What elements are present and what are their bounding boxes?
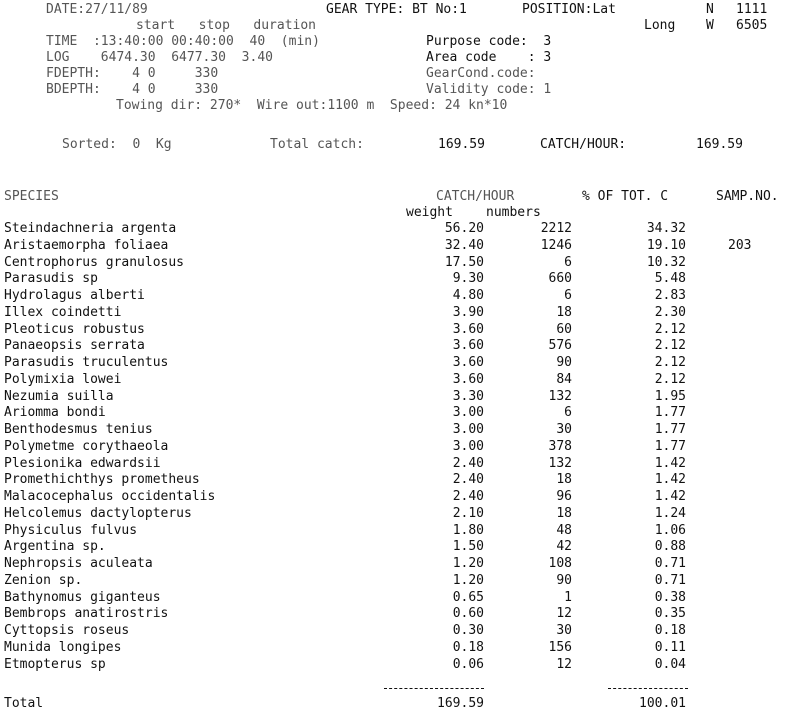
table-row	[0, 355, 800, 371]
percent-value: 2.12	[654, 355, 686, 370]
percent-value: 1.95	[654, 388, 686, 404]
species-name: Centrophorus granulosus	[4, 254, 185, 270]
weight-subheader: weight	[406, 205, 453, 220]
weight-total-rule	[384, 688, 484, 689]
species-name: Bembrops anatirostris	[4, 606, 169, 622]
percent-value: 0.71	[654, 572, 686, 588]
percent-value: 2.12	[654, 338, 686, 354]
table-row	[0, 523, 800, 539]
lat-value: 1111	[736, 2, 768, 17]
sample-number: 203	[728, 237, 752, 253]
weight-value: 3.60	[452, 338, 484, 354]
percent-value: 10.32	[646, 254, 686, 270]
table-row	[0, 238, 800, 254]
weight-value: 1.50	[452, 539, 484, 555]
percent-value: 2.12	[654, 371, 686, 387]
percent-value: 1.42	[654, 472, 686, 488]
weight-value: 9.30	[452, 271, 484, 287]
percent-value: 1.77	[654, 405, 686, 421]
numbers-value: 2212	[540, 221, 572, 236]
species-name: Plesionika edwardsii	[4, 455, 161, 471]
percent-value: 1.77	[654, 422, 686, 437]
table-row	[0, 539, 800, 555]
numbers-value: 6	[564, 405, 572, 421]
table-row	[0, 372, 800, 388]
table-row	[0, 489, 800, 505]
species-name: Polymixia lowei	[4, 371, 122, 387]
weight-value: 0.60	[452, 606, 484, 622]
species-name: Panaeopsis serrata	[4, 338, 145, 354]
position-lat-label: POSITION:Lat	[522, 2, 616, 17]
weight-value: 1.20	[452, 556, 484, 571]
percent-value: 0.18	[654, 623, 686, 638]
numbers-value: 90	[556, 355, 572, 370]
table-row	[0, 221, 800, 237]
numbers-value: 90	[556, 572, 572, 588]
numbers-value: 18	[556, 472, 572, 488]
numbers-value: 576	[548, 338, 572, 354]
numbers-value: 84	[556, 371, 572, 387]
log-field: LOG 6474.30 6477.30 3.40	[46, 50, 273, 65]
species-name: Benthodesmus tenius	[4, 422, 153, 437]
date-field: DATE:27/11/89	[46, 2, 148, 17]
species-name: Parasudis truculentus	[4, 355, 169, 370]
weight-value: 3.60	[452, 321, 484, 337]
species-name: Aristaemorpha foliaea	[4, 237, 169, 253]
weight-value: 1.80	[452, 522, 484, 538]
percent-value: 19.10	[646, 237, 686, 253]
numbers-value: 6	[564, 288, 572, 303]
weight-value: 0.18	[452, 639, 484, 655]
percent-value: 1.06	[654, 522, 686, 538]
species-name: Bathynomus giganteus	[4, 589, 161, 605]
numbers-value: 108	[548, 556, 572, 571]
weight-value: 56.20	[444, 221, 484, 236]
table-row	[0, 322, 800, 338]
table-row	[0, 338, 800, 354]
table-row	[0, 439, 800, 455]
percent-total-column-header: % OF TOT. C	[582, 189, 669, 204]
species-name: Malacocephalus occidentalis	[4, 489, 216, 504]
validity-code-field: Validity code: 1	[426, 82, 552, 97]
weight-value: 17.50	[444, 254, 484, 270]
weight-value: 3.00	[452, 438, 484, 454]
table-row	[0, 657, 800, 673]
sample-number-column-header: SAMP.NO.	[716, 189, 779, 204]
species-name: Munida longipes	[4, 639, 122, 655]
species-name: Steindachneria argenta	[4, 221, 177, 236]
species-name: Promethichthys prometheus	[4, 472, 200, 488]
bdepth-field: BDEPTH: 4 0 330	[46, 82, 219, 97]
table-row	[0, 389, 800, 405]
area-code-field: Area code : 3	[426, 50, 552, 65]
time-field: TIME :13:40:00 00:40:00 40 (min)	[46, 34, 320, 49]
species-name: Nezumia suilla	[4, 388, 114, 404]
sorted-field: Sorted: 0 Kg	[62, 137, 172, 152]
numbers-value: 12	[556, 606, 572, 622]
percent-value: 1.42	[654, 489, 686, 504]
weight-value: 3.30	[452, 388, 484, 404]
percent-value: 2.30	[654, 304, 686, 320]
weight-value: 2.40	[452, 472, 484, 488]
percent-value: 1.24	[654, 505, 686, 521]
species-name: Illex coindetti	[4, 304, 122, 320]
table-row	[0, 472, 800, 488]
table-row	[0, 640, 800, 656]
species-name: Hydrolagus alberti	[4, 288, 145, 303]
numbers-value: 30	[556, 623, 572, 638]
table-row	[0, 556, 800, 572]
table-row	[0, 255, 800, 271]
percent-value: 1.77	[654, 438, 686, 454]
species-name: Pleoticus robustus	[4, 321, 145, 337]
time-column-headers: start stop duration	[136, 18, 317, 33]
table-row	[0, 606, 800, 622]
numbers-value: 132	[548, 388, 572, 404]
total-row	[0, 696, 800, 712]
percent-value: 2.83	[654, 288, 686, 303]
weight-value: 3.60	[452, 371, 484, 387]
numbers-subheader: numbers	[486, 205, 541, 220]
percent-value: 2.12	[654, 321, 686, 337]
gear-type-field: GEAR TYPE: BT No:1	[326, 2, 467, 17]
species-name: Ariomma bondi	[4, 405, 106, 421]
species-name: Etmopterus sp	[4, 656, 106, 672]
table-row	[0, 456, 800, 472]
weight-value: 2.40	[452, 455, 484, 471]
numbers-value: 378	[548, 438, 572, 454]
fdepth-field: FDEPTH: 4 0 330	[46, 66, 219, 81]
percent-value: 0.38	[654, 589, 686, 605]
table-row	[0, 506, 800, 522]
numbers-value: 6	[564, 254, 572, 270]
percent-total-rule	[608, 688, 688, 689]
species-name: Nephropsis aculeata	[4, 556, 153, 571]
catch-per-hour-value: 169.59	[696, 137, 743, 152]
table-row	[0, 573, 800, 589]
table-row	[0, 288, 800, 304]
numbers-value: 156	[548, 639, 572, 655]
total-weight: 169.59	[437, 696, 484, 711]
numbers-value: 96	[556, 489, 572, 504]
purpose-code-field: Purpose code: 3	[426, 34, 552, 49]
weight-value: 3.00	[452, 422, 484, 437]
weight-value: 3.00	[452, 405, 484, 421]
total-catch-label: Total catch:	[270, 137, 364, 152]
percent-value: 5.48	[654, 271, 686, 287]
species-name: Argentina sp.	[4, 539, 106, 555]
percent-value: 0.88	[654, 539, 686, 555]
table-row	[0, 305, 800, 321]
numbers-value: 1	[564, 589, 572, 605]
percent-value: 0.35	[654, 606, 686, 622]
numbers-value: 48	[556, 522, 572, 538]
numbers-value: 132	[548, 455, 572, 471]
total-label: Total	[4, 696, 44, 711]
weight-value: 0.65	[452, 589, 484, 605]
numbers-value: 18	[556, 304, 572, 320]
species-name: Physiculus fulvus	[4, 522, 138, 538]
gear-condition-field: GearCond.code:	[426, 66, 536, 81]
long-hemisphere: W	[706, 18, 714, 33]
percent-value: 1.42	[654, 455, 686, 471]
weight-value: 0.30	[452, 623, 484, 638]
weight-value: 1.20	[452, 572, 484, 588]
catch-hour-column-header: CATCH/HOUR	[436, 189, 515, 204]
table-row	[0, 405, 800, 421]
table-row	[0, 623, 800, 639]
towing-line: Towing dir: 270* Wire out:1100 m Speed: 24 kn*10	[116, 98, 508, 113]
numbers-value: 18	[556, 505, 572, 521]
species-column-header: SPECIES	[4, 189, 59, 204]
species-name: Polymetme corythaeola	[4, 438, 169, 454]
table-row	[0, 271, 800, 287]
long-value: 6505	[736, 18, 768, 33]
weight-value: 3.60	[452, 355, 484, 370]
table-row	[0, 422, 800, 438]
catch-per-hour-label: CATCH/HOUR:	[540, 137, 627, 152]
species-name: Parasudis sp	[4, 271, 98, 287]
percent-value: 0.11	[654, 639, 686, 655]
weight-value: 0.06	[452, 656, 484, 672]
weight-value: 32.40	[444, 237, 484, 253]
numbers-value: 60	[556, 321, 572, 337]
long-label: Long	[644, 18, 676, 33]
numbers-value: 30	[556, 422, 572, 437]
weight-value: 3.90	[452, 304, 484, 320]
percent-value: 0.04	[654, 656, 686, 672]
weight-value: 2.40	[452, 489, 484, 504]
lat-hemisphere: N	[706, 2, 714, 17]
percent-value: 0.71	[654, 556, 686, 571]
total-catch-value: 169.59	[438, 137, 485, 152]
percent-value: 34.32	[646, 221, 686, 236]
total-percent: 100.01	[639, 696, 686, 711]
numbers-value: 42	[556, 539, 572, 555]
numbers-value: 1246	[540, 237, 572, 253]
weight-value: 4.80	[452, 288, 484, 303]
species-name: Zenion sp.	[4, 572, 83, 588]
numbers-value: 12	[556, 656, 572, 672]
numbers-value: 660	[548, 271, 572, 287]
table-row	[0, 590, 800, 606]
weight-value: 2.10	[452, 505, 484, 521]
species-name: Helcolemus dactylopterus	[4, 505, 192, 521]
species-name: Cyttopsis roseus	[4, 623, 130, 638]
